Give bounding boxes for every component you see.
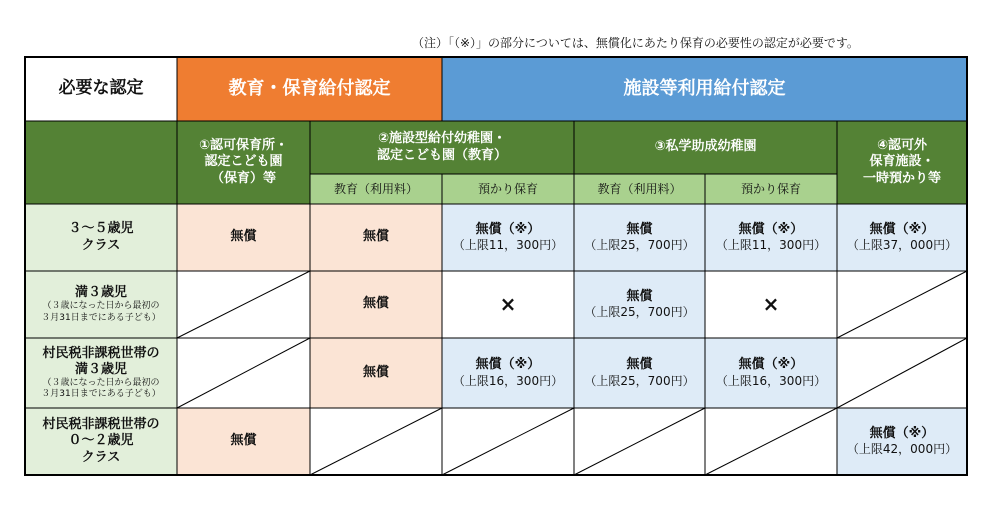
r3-c2b: 無償（※） （上限16，300円） <box>442 338 574 408</box>
r1-c4: 無償（※） （上限37，000円） <box>837 204 967 271</box>
subheader-edu-fee: 教育（利用料） <box>310 174 442 204</box>
facility-cert-header: 施設等利用給付認定 <box>442 57 967 121</box>
r1-c3b: 無償（※） （上限11，300円） <box>705 204 837 271</box>
required-cert-label: 必要な認定 <box>25 57 177 121</box>
note-text: （注）「（※）」の部分については、無償化にあたり保育の必要性の認定が必要です。 <box>412 36 859 50</box>
col-header-3: ③私学助成幼稚園 <box>574 121 837 174</box>
edu-care-cert-header: 教育・保育給付認定 <box>177 57 442 121</box>
subheader-edu-fee-2: 教育（利用料） <box>574 174 705 204</box>
row-title-exempt-3: 村民税非課税世帯の 満３歳児 （３歳になった日から最初の ３月31日までにある子ども） <box>25 338 177 408</box>
col-header-1: ①認可保育所・ 認定こども園 （保育）等 <box>177 121 310 204</box>
r2-c2a: 無償 <box>310 271 442 338</box>
r1-c3a: 無償 （上限25，700円） <box>574 204 705 271</box>
r3-c3b: 無償（※） （上限16，300円） <box>705 338 837 408</box>
r2-c2b: × <box>442 271 574 338</box>
r2-c3a: 無償 （上限25，700円） <box>574 271 705 338</box>
r3-c2a: 無償 <box>310 338 442 408</box>
r1-c2a: 無償 <box>310 204 442 271</box>
r2-c3b: × <box>705 271 837 338</box>
slash-r4-c3b <box>705 408 837 475</box>
slash-r4-c2b <box>442 408 574 475</box>
r1-c1: 無償 <box>177 204 310 271</box>
row-title-full-3: 満３歳児 （３歳になった日から最初の ３月31日までにある子ども） <box>25 271 177 338</box>
slash-r4-c2a <box>310 408 442 475</box>
slash-r3-c1 <box>177 338 310 408</box>
slash-r2-c4 <box>837 271 967 338</box>
r4-c1: 無償 <box>177 408 310 475</box>
subheader-care-2: 預かり保育 <box>705 174 837 204</box>
slash-r4-c3a <box>574 408 705 475</box>
slash-r2-c1 <box>177 271 310 338</box>
row-title-3-5: ３～５歳児 クラス <box>25 204 177 271</box>
r1-c2b: 無償（※） （上限11，300円） <box>442 204 574 271</box>
r4-c4: 無償（※） （上限42，000円） <box>837 408 967 475</box>
col-header-4: ④認可外 保育施設・ 一時預かり等 <box>837 121 967 204</box>
row-title-exempt-0-2: 村民税非課税世帯の ０～２歳児 クラス <box>25 408 177 475</box>
col-header-2: ②施設型給付幼稚園・ 認定こども園（教育） <box>310 121 574 174</box>
header-blank <box>25 121 177 204</box>
slash-r3-c4 <box>837 338 967 408</box>
r3-c3a: 無償 （上限25，700円） <box>574 338 705 408</box>
subheader-care: 預かり保育 <box>442 174 574 204</box>
